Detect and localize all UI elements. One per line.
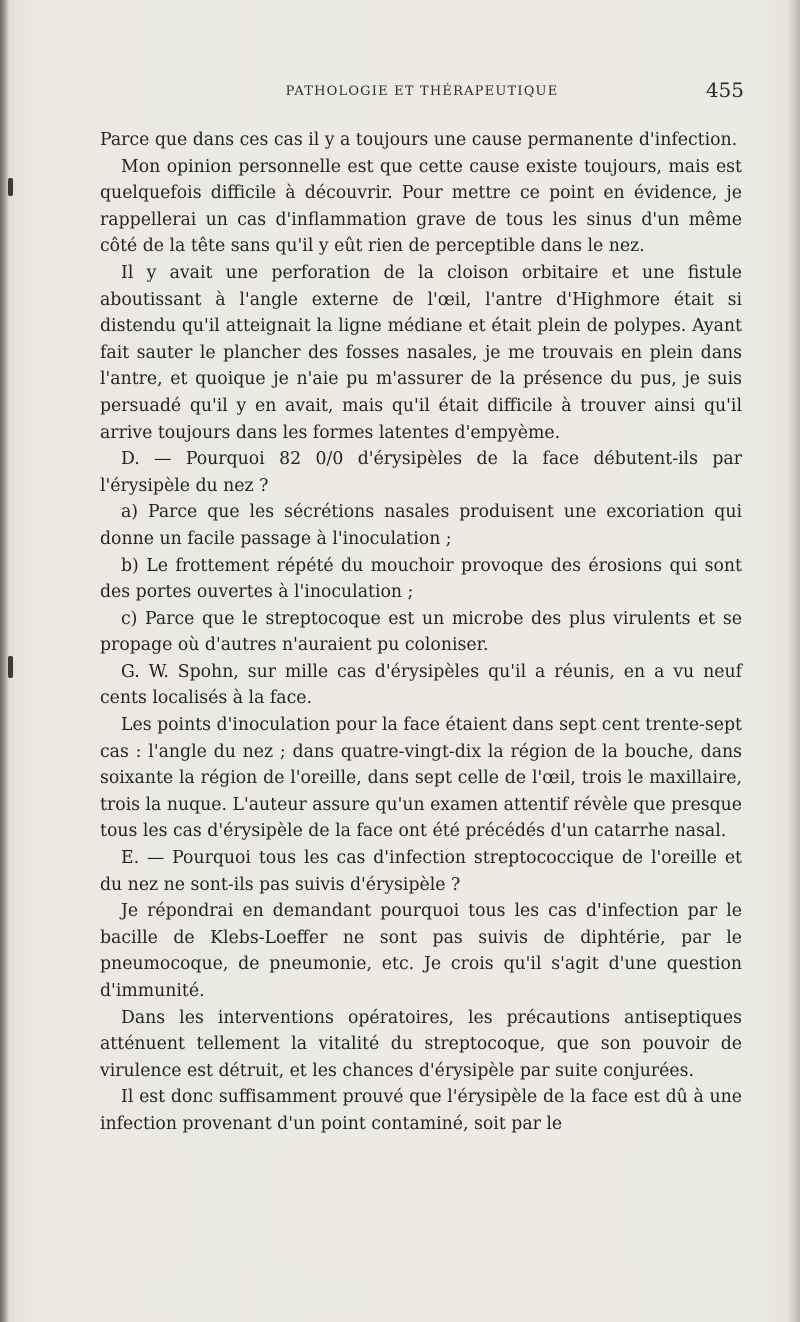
paragraph: a) Parce que les sécrétions nasales produisent une excoriation qui donne un facile passage à l'inoculation ; xyxy=(100,502,742,549)
paragraph: E. — Pourquoi tous les cas d'infection streptococcique de l'oreille et du nez ne sont-ils pas suivis d'érysipèle ? xyxy=(100,848,742,895)
body-text xyxy=(100,127,742,1138)
paragraph: Je répondrai en demandant pourquoi tous les cas d'infection par le bacille de Klebs-Loeffer ne sont pas suivis de diphtérie, par le pneumocoque, de pneumonie, etc. Je crois qu'il s'agit d'une question d'immunité. xyxy=(100,901,742,1001)
paragraph: c) Parce que le streptocoque est un microbe des plus virulents et se propage où d'autres n'auraient pu coloniser. xyxy=(100,608,742,656)
scan-mark xyxy=(8,656,13,678)
page-header xyxy=(100,78,744,102)
page-edge-shadow xyxy=(788,0,800,1322)
paragraph: Mon opinion personnelle est que cette cause existe toujours, mais est quelquefois difficile à découvrir. Pour mettre ce point en évidence, je rappellerai un cas d'inflammation grave de tous les sinus d'un même côté de la tête sans qu'il y eût rien de perceptible dans le nez. xyxy=(100,156,742,257)
scan-mark xyxy=(8,178,13,196)
paragraph: G. W. Spohn, sur mille cas d'érysipèles qu'il a réunis, en a vu neuf cents localisés à la face. xyxy=(100,661,742,709)
paragraph: D. — Pourquoi 82 0/0 d'érysipèles de la face débutent-ils par l'érysipèle du nez ? xyxy=(100,449,742,496)
paragraph: Il y avait une perforation de la cloison orbitaire et une fistule aboutissant à l'angle externe de l'œil, l'antre d'Highmore était si distendu qu'il atteignait la ligne médiane et était plein de polypes. Ayant fait sauter le plancher des fosses nasales, je me trouvais en plein dans l'antre, et quoique je n'aie pu m'assurer de la présence du pus, je suis persuadé qu'il y en avait, mais qu'il était difficile à trouver ainsi qu'il arrive toujours dans les formes latentes d'empyème. xyxy=(100,262,742,443)
running-head: PATHOLOGIE ET THÉRAPEUTIQUE xyxy=(285,84,559,99)
paragraph: Parce que dans ces cas il y a toujours une cause permanente d'infection. xyxy=(100,130,738,150)
paragraph: Les points d'inoculation pour la face étaient dans sept cent trente-sept cas : l'angle du nez ; dans quatre-vingt-dix la région de la bouche, dans soixante la région de l'oreille, dans sept celle de l'œil, trois le maxillaire, trois la nuque. L'auteur assure qu'un examen attentif révèle que presque tous les cas d'érysipèle de la face ont été précédés d'un catarrhe nasal. xyxy=(100,715,742,842)
paragraph: b) Le frottement répété du mouchoir provoque des érosions qui sont des portes ouvertes à l'inoculation ; xyxy=(100,555,742,603)
paragraph: Il est donc suffisamment prouvé que l'érysipèle de la face est dû à une infection provenant d'un point contaminé, soit par le xyxy=(100,1087,742,1134)
paragraph: Dans les interventions opératoires, les précautions antiseptiques atténuent tellement la vitalité du streptocoque, que son pouvoir de virulence est détruit, et les chances d'érysipèle par suite conjurées. xyxy=(100,1007,742,1081)
page-number: 455 xyxy=(705,78,744,102)
